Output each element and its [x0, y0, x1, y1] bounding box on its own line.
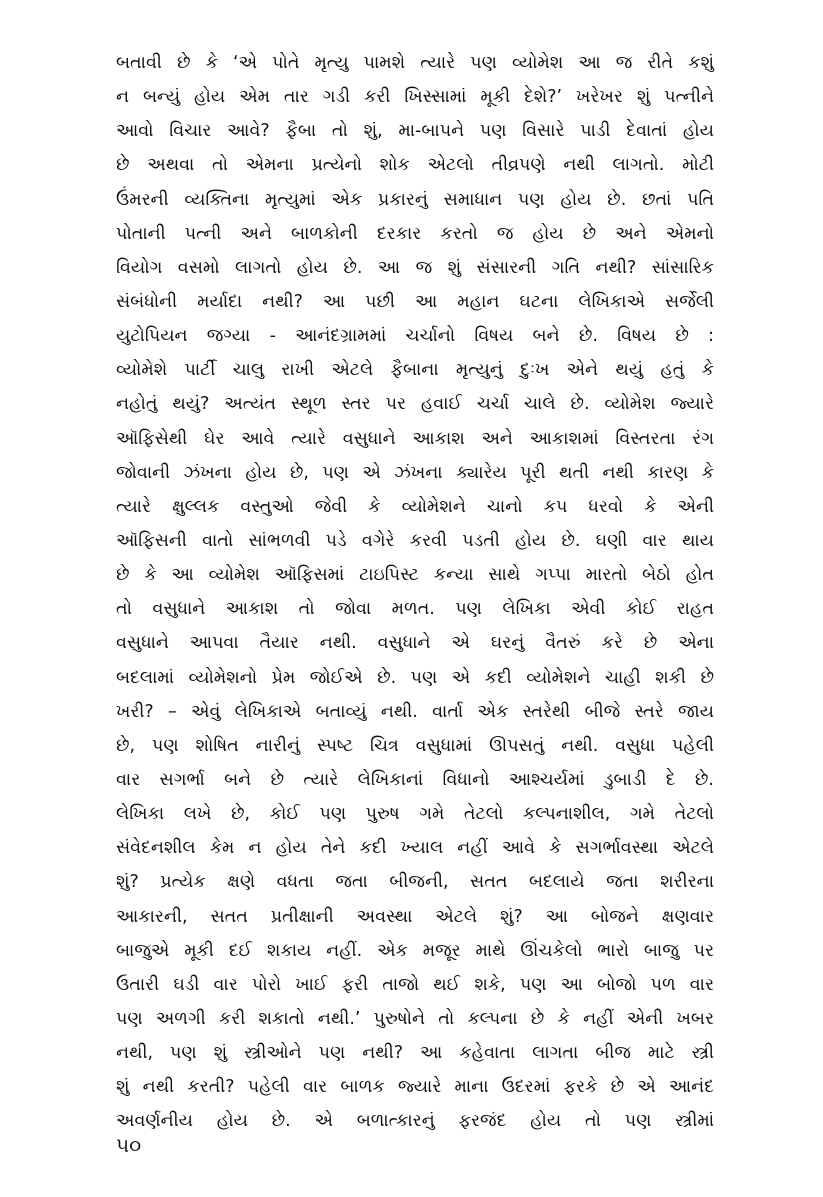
text-line: શું નથી કરતી? પહેલી વાર બાળક જ્યારે માના ઉદરમાં ફરકે છે એ આનંદ [116, 1077, 714, 1098]
text-line: પણ અળગી કરી શકાતો નથી.’ પુરુષોને તો કલ્પના છે કે નહીં એની ખબર [116, 1008, 714, 1029]
text-line: છે, પણ શોષિત નારીનું સ્પષ્ટ ચિત્ર વસુધામાં ઊપસતું નથી. વસુધા પહેલી [116, 735, 714, 756]
text-line: આકારની, સતત પ્રતીક્ષાની અવસ્થા એટલે શું? આ બોજને ક્ષણવાર [116, 906, 714, 927]
text-line: યુટોપિયન જગ્યા - આનંદગ્રામમાં ચર્ચાનો વિષય બને છે. વિષય છે : [116, 326, 714, 347]
text-line: પોતાની પત્ની અને બાળકોની દરકાર કરતો જ હોય છે અને એમનો [116, 223, 714, 244]
body-text [116, 46, 714, 1139]
text-line: વાર સગર્ભા બને છે ત્યારે લેખિકાનાં વિધાનો આશ્ચર્યમાં ડુબાડી દે છે. [116, 769, 714, 790]
text-line: છે કે આ વ્યોમેશ ઑફિસમાં ટાઇપિસ્ટ કન્યા સાથે ગપ્પા મારતો બેઠો હોત [116, 565, 714, 586]
text-line: ઑફિસની વાતો સાંભળવી પડે વગેરે કરવી પડતી હોય છે. ઘણી વાર થાય [116, 530, 714, 551]
text-line: છે અથવા તો એમના પ્રત્યેનો શોક એટલો તીવ્રપણે નથી લાગતો. મોટી [116, 155, 714, 176]
text-line: ઉતારી ઘડી વાર પોરો ખાઈ ફરી તાજો થઈ શકે, પણ આ બોજો પળ વાર [116, 974, 714, 995]
text-line: લેખિકા લખે છે, કોઈ પણ પુરુષ ગમે તેટલો કલ્પનાશીલ, ગમે તેટલો [116, 804, 714, 825]
text-line: ઉંમરની વ્યક્તિના મૃત્યુમાં એક પ્રકારનું સમાધાન પણ હોય છે. છતાં પતિ [116, 189, 714, 210]
text-line: શું? પ્રત્યેક ક્ષણે વધતા જતા બીજની, સતત બદલાયે જતા શરીરના [116, 872, 714, 893]
text-line: આવો વિચાર આવે? ફૈબા તો શું, મા-બાપને પણ વિસારે પાડી દેવાતાં હોય [116, 121, 714, 142]
text-line: વસુધાને આપવા તૈયાર નથી. વસુધાને એ ઘરનું વૈતરું કરે છે એના [116, 633, 714, 654]
text-line: બદલામાં વ્યોમેશનો પ્રેમ જોઈએ છે. પણ એ કદી વ્યોમેશને ચાહી શકી છે [116, 667, 714, 688]
text-line: ઑફિસેથી ઘેર આવે ત્યારે વસુધાને આકાશ અને આકાશમાં વિસ્તરતા રંગ [116, 428, 714, 449]
text-line: સંવેદનશીલ કેમ ન હોય તેને કદી ખ્યાલ નહીં આવે કે સગર્ભાવસ્થા એટલે [116, 838, 714, 859]
text-line: જોવાની ઝંખના હોય છે, પણ એ ઝંખના ક્યારેય પૂરી થતી નથી કારણ કે [116, 462, 714, 483]
text-line: બતાવી છે કે ‘એ પોતે મૃત્યુ પામશે ત્યારે પણ વ્યોમેશ આ જ રીતે કશું [116, 53, 714, 73]
text-line: ખરી? – એવું લેખિકાએ બતાવ્યું નથી. વાર્તા એક સ્તરેથી બીજે સ્તરે જાય [116, 701, 714, 722]
text-line: ત્યારે ક્ષુલ્લક વસ્તુઓ જેવી કે વ્યોમેશને ચાનો કપ ધરવો કે એની [116, 496, 714, 517]
text-line: સંબંધોની મર્યાદા નથી? આ પછી આ મહાન ઘટના લેખિકાએ સર્જેલી [116, 291, 714, 312]
text-line: નહોતું થયું? અત્યંત સ્થૂળ સ્તર પર હવાઈ ચર્ચા ચાલે છે. વ્યોમેશ જ્યારે [116, 394, 714, 415]
text-line: નથી, પણ શું સ્ત્રીઓને પણ નથી? આ કહેવાતા લાગતા બીજ માટે સ્ત્રી [116, 1043, 714, 1064]
text-line: વિયોગ વસમો લાગતો હોય છે. આ જ શું સંસારની ગતિ નથી? સાંસારિક [116, 257, 714, 278]
text-line: તો વસુધાને આકાશ તો જોવા મળત. પણ લેખિકા એવી કોઈ રાહત [116, 599, 714, 620]
text-line: બાજુએ મૂકી દઈ શકાય નહીં. એક મજૂર માથે ઊંચકેલો ભારો બાજુ પર [116, 940, 714, 961]
text-line: ન બન્યું હોય એમ તાર ગડી કરી ખિસ્સામાં મૂકી દેશે?’ ખરેખર શું પત્નીને [116, 87, 714, 108]
text-line: વ્યોમેશે પાર્ટી ચાલુ રાખી એટલે ફૈબાના મૃત્યુનું દુઃખ એને થયું હતું કે [116, 360, 714, 381]
page-number: ૫૦ [116, 1133, 142, 1157]
text-line: અવર્ણનીય હોય છે. એ બળાત્કારનું ફરજંદ હોય તો પણ સ્ત્રીમાં [116, 1111, 714, 1132]
